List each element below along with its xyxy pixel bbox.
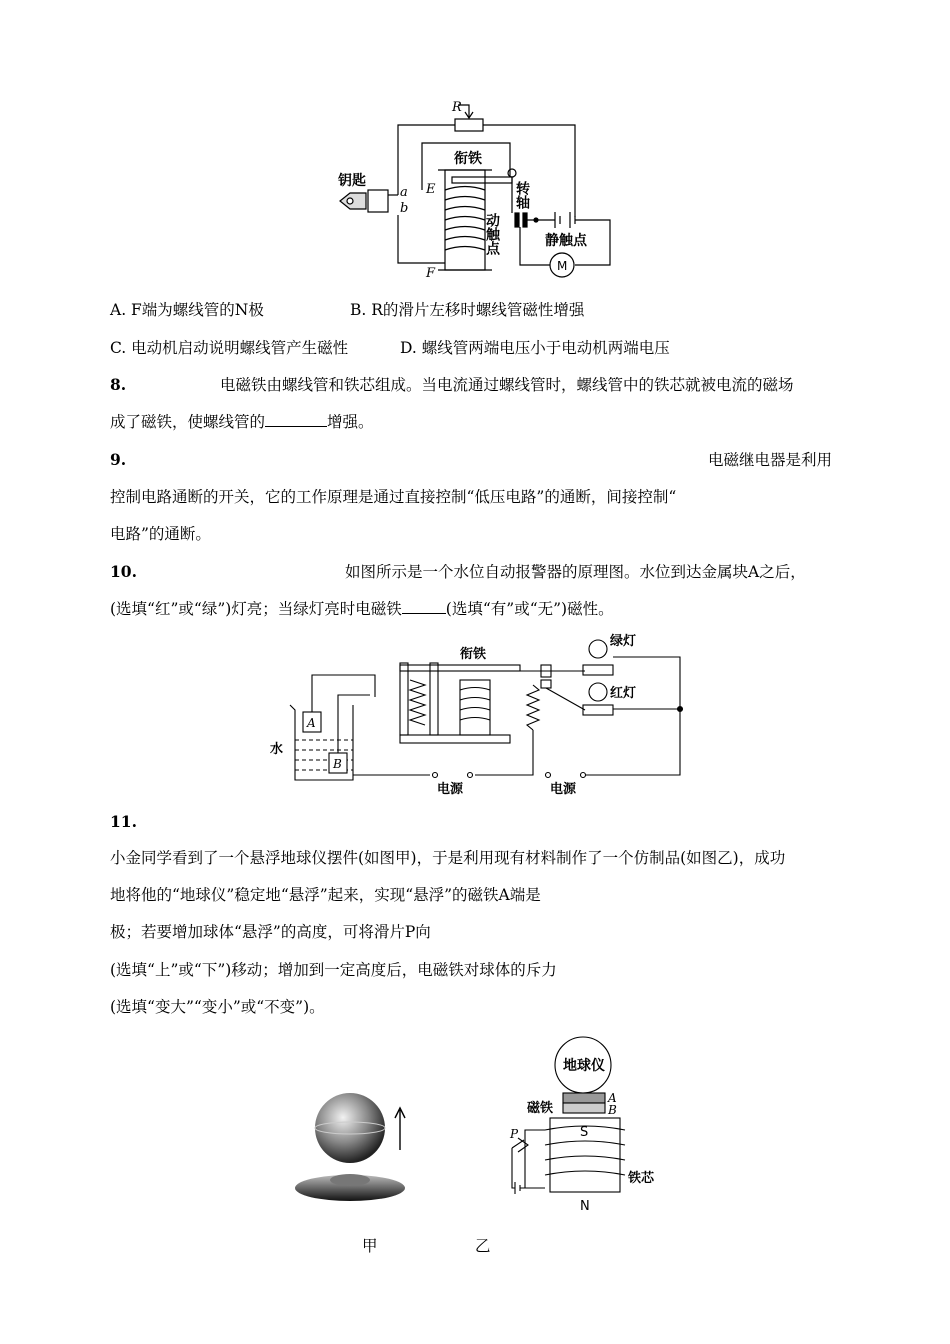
q9-line1: 电磁继电器是利用 [708,451,833,469]
fig2-armature-label: 衔铁 [460,647,487,662]
fig3-core-label: 铁芯 [628,1171,655,1186]
fig3-a-label: A [608,1091,617,1105]
fig1-key-label: 钥匙 [338,173,366,189]
q11-line4: (选填“上”或“下”)移动；增加到一定高度后，电磁铁对球体的斥力 [110,961,557,979]
fig1-motor-label: M [557,259,568,273]
q8-line2a: 成了磁铁，使螺线管的 [110,413,266,431]
q8-number: 8. [110,375,127,394]
fig3-p-label: P [510,1127,519,1141]
fig2-water-label: 水 [270,742,284,757]
fig2-power1-label: 电源 [437,782,464,797]
fig1-moving-contact-label: 动触点 [484,213,500,255]
fig3-globe-label: 地球仪 [563,1058,605,1074]
fig2-red-lamp-label: 红灯 [610,686,637,701]
q10-blank[interactable] [402,599,446,614]
q11-line1: 小金同学看到了一个悬浮地球仪摆件(如图甲)，于是利用现有材料制作了一个仿制品(如图乙)，成功 [110,849,786,867]
q11-line5: (选填“变大”“变小”或“不变”)。 [110,998,325,1016]
q10-line2a: (选填“红”或“绿”)灯亮；当绿灯亮时电磁铁 [110,600,402,618]
fig2-a-label: A [307,716,316,730]
q7-option-c: C. 电动机启动说明螺线管产生磁性 [110,339,349,357]
fig1-b-label: b [400,201,409,216]
q8-line2b: 增强。 [327,413,374,431]
q7-option-d: D. 螺线管两端电压小于电动机两端电压 [400,339,670,357]
fig3-magnet-label: 磁铁 [527,1101,554,1116]
relay-circuit-figure [330,95,630,285]
q10-line2b: (选填“有”或“无”)磁性。 [445,600,614,618]
q10-number: 10. [110,562,137,581]
fig1-f-label: F [426,266,436,281]
q8-line1: 电磁铁由螺线管和铁芯组成。当电流通过螺线管时，螺线管中的铁芯就被电流的磁场 [220,376,794,394]
q8-line2 [110,412,374,432]
fig1-pivot-label: 转轴 [514,181,530,209]
floating-globe-photo [290,1080,420,1210]
fig3-b-label: B [608,1103,617,1117]
water-alarm-figure [265,625,695,800]
fig3-caption-yi: 乙 [475,1237,491,1255]
fig1-armature-label: 衔铁 [454,151,482,167]
fig1-a-label: a [400,185,408,200]
q10-line1: 如图所示是一个水位自动报警器的原理图。水位到达金属块A之后， [345,563,806,581]
q9-number: 9. [110,450,127,469]
fig3-s-label: S [580,1125,589,1140]
q10-line2 [110,599,614,619]
q7-option-b: B. R的滑片左移时螺线管磁性增强 [350,301,585,319]
electromagnet-diagram [500,1030,680,1220]
globe-sphere [315,1093,385,1163]
q7-option-a: A. F端为螺线管的N极 [110,301,264,319]
fig2-b-label: B [333,757,342,771]
q11-line3: 极；若要增加球体“悬浮”的高度，可将滑片P向 [110,923,431,941]
fig1-static-contact-label: 静触点 [545,233,587,249]
fig2-green-lamp-label: 绿灯 [610,634,637,649]
fig2-power2-label: 电源 [550,782,577,797]
fig1-e-label: E [426,182,436,197]
fig3-caption-jia: 甲 [362,1237,378,1255]
q8-blank[interactable] [265,412,327,427]
fig3-n-label: N [580,1199,590,1214]
fig1-r-label: R [452,100,462,115]
q9-line2: 控制电路通断的开关，它的工作原理是通过直接控制“低压电路”的通断，间接控制“ [110,488,677,506]
q11-line2: 地将他的“地球仪”稳定地“悬浮”起来，实现“悬浮”的磁铁A端是 [110,886,541,904]
q9-line3: 电路”的通断。 [110,525,211,543]
q11-number: 11. [110,812,137,831]
